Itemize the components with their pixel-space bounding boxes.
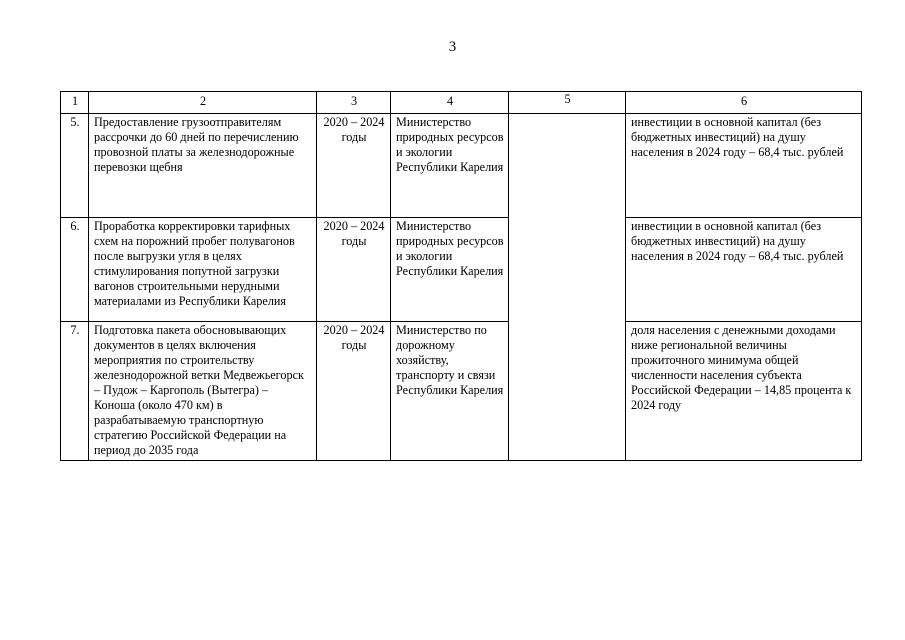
column-header: 1: [61, 92, 89, 114]
column-header: 6: [626, 92, 862, 114]
measure-cell: Проработка корректировки тарифных схем на порожний пробег полувагонов после выгрузки угля в целях стимулирования попутной загрузки вагонов строительными нерудными материалами из Республики Карелия: [89, 218, 317, 322]
column-header: 5: [509, 92, 626, 114]
measure-cell: Предоставление грузоотправителям рассрочки до 60 дней по перечислению провозной платы за железнодорожные перевозки щебня: [89, 114, 317, 218]
column-header: 3: [317, 92, 391, 114]
measure-cell: Подготовка пакета обосновывающих документов в целях включения мероприятия по строительству железнодорожной ветки Медвежьегорск – Пудож – Каргополь (Вытегра) – Коноша (около 470 км) в разрабатываемую транспортную стратегию Российской Федерации на период до 2035 года: [89, 322, 317, 461]
column-header: 2: [89, 92, 317, 114]
executor-cell: Министерство природных ресурсов и экологии Республики Карелия: [391, 218, 509, 322]
table-row: [61, 114, 862, 218]
period-cell: 2020 – 2024 годы: [317, 218, 391, 322]
row-number: 7.: [61, 322, 89, 461]
table-row: [61, 322, 862, 461]
table-header-row: [61, 92, 862, 114]
indicator-cell: инвестиции в основной капитал (без бюджетных инвестиций) на душу населения в 2024 году – 68,4 тыс. рублей: [626, 114, 862, 218]
row-number: 6.: [61, 218, 89, 322]
indicator-cell: доля населения с денежными доходами ниже региональной величины прожиточного минимума общей численности населения субъекта Российской Федерации – 14,85 процента к 2024 году: [626, 322, 862, 461]
measures-table: [60, 91, 862, 461]
column-header: 4: [391, 92, 509, 114]
page-number: 3: [448, 39, 457, 55]
row-number: 5.: [61, 114, 89, 218]
column-5-merged-cell: [509, 114, 626, 461]
period-cell: 2020 – 2024 годы: [317, 114, 391, 218]
table-row: [61, 218, 862, 322]
period-cell: 2020 – 2024 годы: [317, 322, 391, 461]
indicator-cell: инвестиции в основной капитал (без бюджетных инвестиций) на душу населения в 2024 году – 68,4 тыс. рублей: [626, 218, 862, 322]
executor-cell: Министерство по дорожному хозяйству, транспорту и связи Республики Карелия: [391, 322, 509, 461]
executor-cell: Министерство природных ресурсов и экологии Республики Карелия: [391, 114, 509, 218]
